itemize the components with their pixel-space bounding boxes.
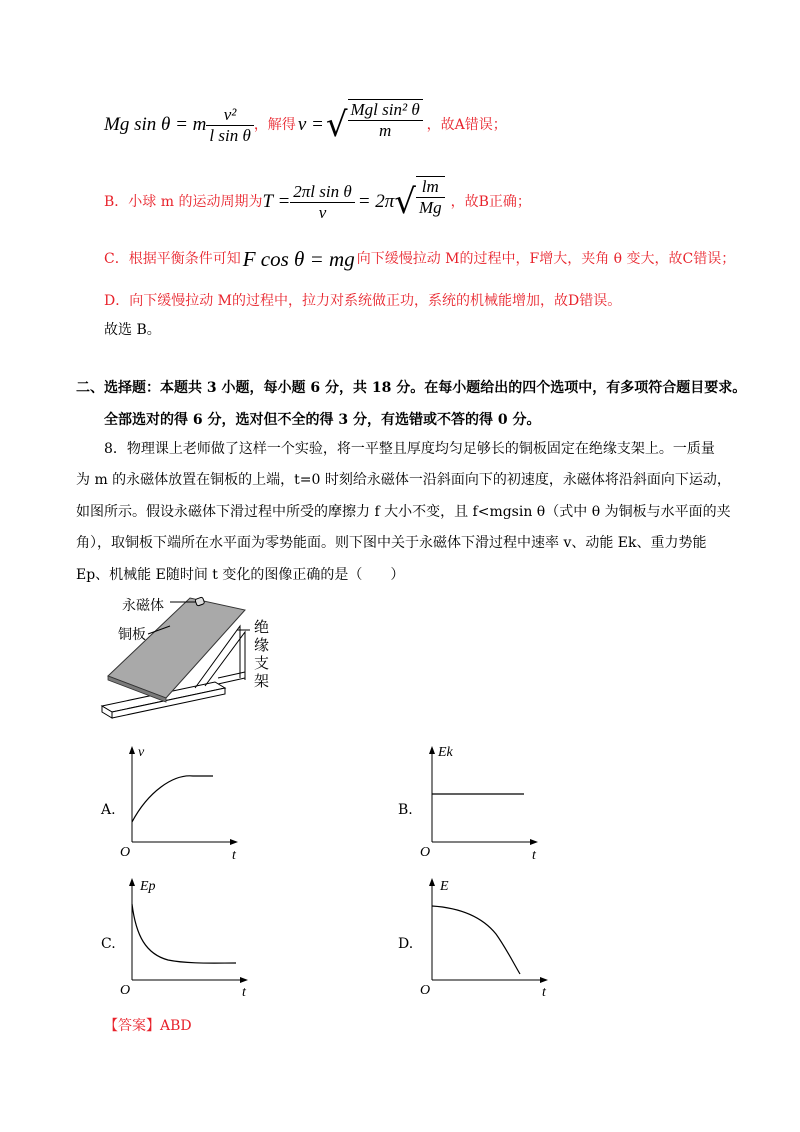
sqrt-fraction <box>348 99 423 141</box>
final-choice: 故选 B。 <box>104 322 161 338</box>
fraction-1 <box>206 105 253 146</box>
graph-d-ylabel: E <box>440 879 449 894</box>
answer-line: 【答案】ABD <box>104 1018 192 1034</box>
y-axis-arrow <box>429 878 435 886</box>
solution-text: C．根据平衡条件可知 <box>104 251 241 267</box>
y-axis-arrow <box>129 746 135 754</box>
graph-c-origin: O <box>120 983 131 998</box>
support-label-char: 支 <box>254 654 270 672</box>
x-axis-arrow <box>530 839 538 845</box>
solution-line-1 <box>104 100 507 150</box>
fraction-denominator: v <box>290 202 354 223</box>
sqrt-sign: √ <box>394 182 416 222</box>
equation-2pi: = 2π <box>357 191 395 212</box>
solution-line-c <box>104 244 735 274</box>
graph-b-ylabel <box>437 745 454 760</box>
option-c-label: C. <box>101 936 116 952</box>
equation-v: v = <box>297 114 324 135</box>
support-label-char: 架 <box>254 672 270 690</box>
fraction-numerator: v² <box>223 104 237 124</box>
graph-a-origin: O <box>120 845 131 860</box>
equation-lhs: Mg sin θ = m <box>104 114 207 135</box>
x-axis-arrow <box>230 839 238 845</box>
graph-c-xlabel: t <box>242 985 246 1000</box>
copper-label: 铜板 <box>118 627 146 643</box>
fraction-denominator: m <box>348 120 423 141</box>
graph-d <box>418 876 558 1000</box>
solution-text: B．小球 m 的运动周期为 <box>104 194 263 210</box>
section-header-line-1: 二、选择题：本题共 3 小题，每小题 6 分，共 18 分。在每小题给出的四个选项中，有多项符合题目要求。 <box>76 380 747 396</box>
mechanical-energy-curve <box>432 906 520 974</box>
equation-f: F cos θ = mg <box>242 246 355 271</box>
fraction-denominator: Mg <box>416 197 445 218</box>
support-label-char: 绝 <box>254 618 270 636</box>
graph-b <box>418 744 548 862</box>
support-label <box>254 618 269 690</box>
solution-line-d: D．向下缓慢拉动 M的过程中，拉力对系统做正功，系统的机械能增加，故D错误。 <box>104 293 622 309</box>
graph-b-xlabel: t <box>532 848 536 862</box>
question-line-5: Ep、机械能 E随时间 t 变化的图像正确的是（ ） <box>76 567 405 583</box>
graph-c <box>118 876 258 1000</box>
solution-text: ，解得 <box>253 117 296 133</box>
solution-text: 向下缓慢拉动 M的过程中，F增大，夹角 θ 变大，故C错误； <box>356 251 736 267</box>
x-axis-arrow <box>240 977 248 983</box>
support-bar-2 <box>218 672 245 678</box>
magnet-label: 永磁体 <box>122 598 164 614</box>
fraction-numerator: Mgl sin² θ <box>350 100 420 119</box>
potential-energy-curve <box>132 904 236 963</box>
fraction-numerator: lm <box>421 177 439 196</box>
fraction-denominator: l sin θ <box>206 125 253 146</box>
graph-b-origin: O <box>420 845 431 860</box>
graph-a-xlabel: t <box>232 848 236 862</box>
solution-text: ，故B正确； <box>450 194 531 210</box>
question-line-1: 8．物理课上老师做了这样一个实验，将一平整且厚度均匀足够长的铜板固定在绝缘支架上。一质量 <box>104 441 715 457</box>
graph-d-origin: O <box>420 983 431 998</box>
fraction-numerator: 2πl sin θ <box>293 181 352 201</box>
y-axis-arrow <box>429 746 435 754</box>
y-axis-arrow <box>129 878 135 886</box>
graph-c-ylabel: Ep <box>140 879 156 894</box>
option-b-label: B. <box>398 802 413 818</box>
option-d-label: D. <box>398 936 414 952</box>
question-line-2: 为 m 的永磁体放置在铜板的上端，t=0 时刻给永磁体一沿斜面向下的初速度，永磁体将沿斜面向下运动， <box>76 472 731 488</box>
question-line-4: 角），取铜板下端所在水平面为零势能面。则下图中关于永磁体下滑过程中速率 v、动能 Ek、重力势能 <box>76 535 707 551</box>
sqrt-sign: √ <box>325 105 348 145</box>
sqrt-fraction <box>416 176 445 218</box>
support-bar <box>218 678 245 684</box>
graph-b-ylabel-text: Ek <box>438 745 453 760</box>
section-header-line-2: 全部选对的得 6 分，选对但不全的得 3 分，有选错或不答的得 0 分。 <box>104 412 541 428</box>
velocity-curve <box>132 776 213 822</box>
graph-a <box>118 744 248 862</box>
equation-t: T = <box>262 191 291 212</box>
solution-text: ，故A错误； <box>426 117 507 133</box>
x-axis-arrow <box>540 977 548 983</box>
support-label-char: 缘 <box>254 636 270 654</box>
solution-line-b <box>104 176 531 228</box>
graph-a-ylabel: v <box>138 745 145 760</box>
graph-d-xlabel: t <box>542 985 546 1000</box>
option-a-label: A. <box>101 802 116 818</box>
fraction-2 <box>290 182 354 223</box>
question-line-3: 如图所示。假设永磁体下滑过程中所受的摩擦力 f 大小不变，且 f<mgsin θ（式中 θ 为铜板与水平面的夹 <box>76 504 731 520</box>
